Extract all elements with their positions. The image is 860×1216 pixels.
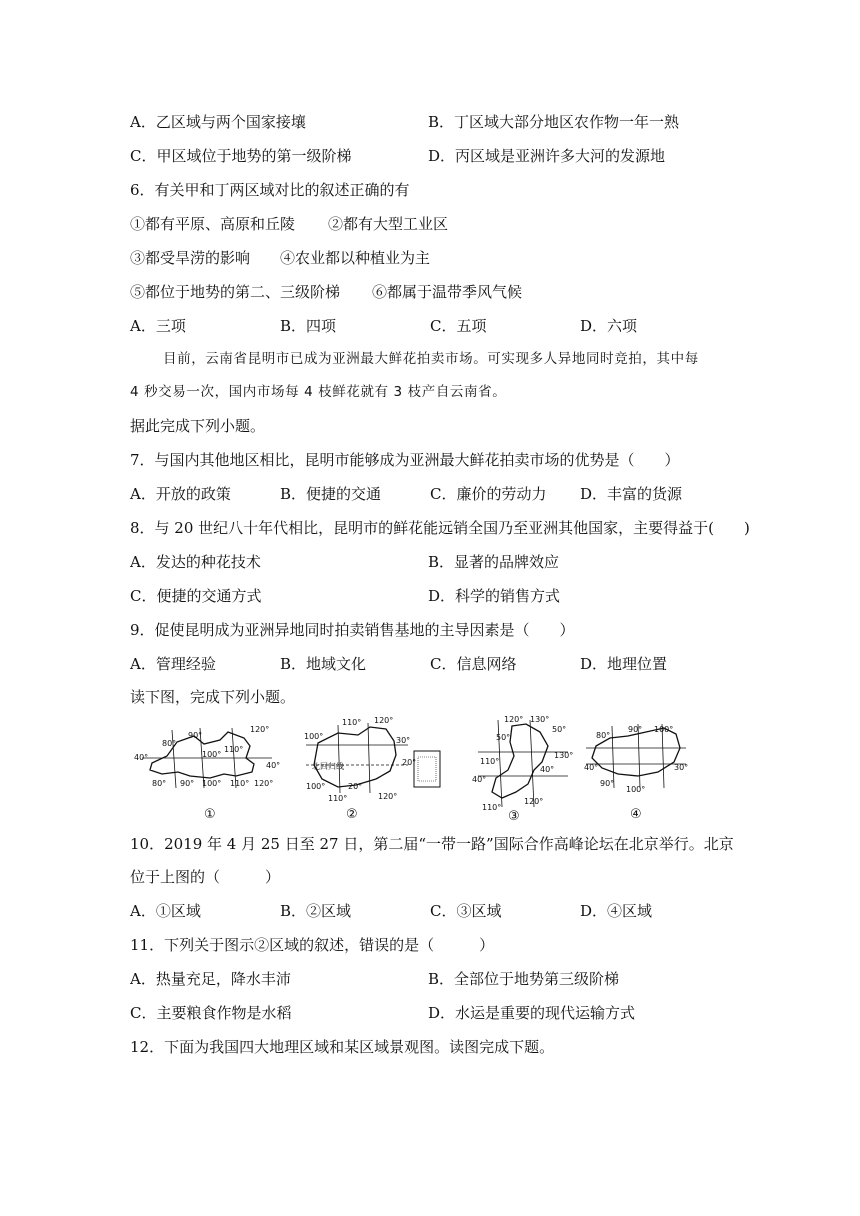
map-region-1	[132, 718, 282, 823]
m3-lbl-2: 50°	[496, 733, 511, 742]
figure-intro: 读下图，完成下列小题。	[130, 688, 296, 706]
m1-lbl-5: 110°	[224, 745, 244, 754]
m3-lbl-7: 40°	[540, 765, 555, 774]
q11-option-a: A．热量充足，降水丰沛	[130, 970, 291, 988]
q6-stem: 6．有关甲和丁两区域对比的叙述正确的有	[130, 181, 410, 199]
q10-option-d: D．④区域	[580, 902, 653, 920]
q11-option-d: D．水运是重要的现代运输方式	[428, 1004, 636, 1022]
m3-lbl-9: 120°	[524, 797, 544, 806]
map-label-3: ③	[508, 809, 520, 824]
m2-lbl-7: 110°	[328, 794, 348, 803]
q6-option-c: C．五项	[430, 317, 487, 335]
m4-lbl-5: 90°	[600, 779, 615, 788]
q5-option-d: D．丙区域是亚洲许多大河的发源地	[428, 147, 666, 165]
m2-lbl-4: 北回归线	[312, 762, 344, 771]
q9-option-c: C．信息网络	[430, 655, 517, 673]
q6-option-b: B．四项	[280, 317, 337, 335]
q8-stem: 8．与 20 世纪八十年代相比，昆明市的鲜花能远销全国乃至亚洲其他国家，主要得益于( )	[130, 519, 750, 537]
q7-stem: 7．与国内其他地区相比，昆明市能够成为亚洲最大鲜花拍卖市场的优势是（ ）	[130, 451, 680, 469]
q10-stem-line-2: 位于上图的（ ）	[130, 868, 281, 886]
map-region-2	[298, 715, 458, 823]
m2-lbl-3: 30°	[396, 736, 411, 745]
m2-lbl-8: 20°	[348, 782, 363, 791]
q9-stem: 9．促使昆明成为亚洲异地同时拍卖销售基地的主导因素是（ ）	[130, 621, 575, 639]
q7-option-c: C．廉价的劳动力	[430, 485, 547, 503]
q9-option-a: A．管理经验	[130, 655, 216, 673]
m3-lbl-4: 110°	[480, 757, 500, 766]
q8-option-a: A．发达的种花技术	[130, 553, 261, 571]
m2-lbl-2: 100°	[304, 732, 324, 741]
m3-lbl-3: 50°	[552, 725, 567, 734]
map-label-4: ④	[630, 807, 642, 822]
q5-option-b: B．丁区域大部分地区农作物一年一熟	[428, 113, 680, 131]
q6-option-a: A．三项	[130, 317, 186, 335]
q5-option-a: A．乙区域与两个国家接壤	[130, 113, 306, 131]
m3-lbl-0: 120°	[504, 715, 524, 724]
q10-option-b: B．②区域	[280, 902, 352, 920]
q11-option-b: B．全部位于地势第三级阶梯	[428, 970, 620, 988]
m4-lbl-0: 90°	[628, 725, 643, 734]
m2-lbl-6: 100°	[306, 782, 326, 791]
passage-line-2: 4 秒交易一次，国内市场每 4 枝鲜花就有 3 枝产自云南省。	[130, 384, 507, 400]
q6-item-1: ①都有平原、高原和丘陵	[130, 215, 296, 233]
m4-lbl-1: 100°	[654, 725, 674, 734]
q12-stem: 12．下面为我国四大地理区域和某区域景观图。读图完成下题。	[130, 1038, 555, 1056]
q6-item-2: ②都有大型工业区	[328, 215, 449, 233]
m1-lbl-6: 40°	[266, 761, 281, 770]
q6-item-4: ④农业都以种植业为主	[280, 249, 431, 267]
q6-option-d: D．六项	[580, 317, 638, 335]
q7-option-b: B．便捷的交通	[280, 485, 382, 503]
q11-stem: 11．下列关于图示②区域的叙述，错误的是（ ）	[130, 936, 495, 954]
m1-lbl-2: 80°	[162, 739, 177, 748]
m2-lbl-1: 120°	[374, 716, 394, 725]
m4-lbl-2: 80°	[596, 731, 611, 740]
m3-lbl-6: 40°	[472, 775, 487, 784]
q9-option-d: D．地理位置	[580, 655, 668, 673]
m2-lbl-9: 120°	[378, 792, 398, 801]
m1-lbl-3: 40°	[134, 753, 149, 762]
m1-lbl-0: 120°	[250, 725, 270, 734]
q9-option-b: B．地域文化	[280, 655, 367, 673]
m1-lbl-4: 100°	[202, 750, 222, 759]
q8-option-b: B．显著的品牌效应	[428, 553, 560, 571]
m3-lbl-5: 130°	[554, 751, 574, 760]
m3-lbl-8: 110°	[482, 803, 502, 812]
q5-option-c: C．甲区域位于地势的第一级阶梯	[130, 147, 352, 165]
m3-lbl-1: 130°	[530, 715, 550, 724]
q6-item-3: ③都受旱涝的影响	[130, 249, 251, 267]
m1-lbl-1: 90°	[188, 731, 203, 740]
q7-option-d: D．丰富的货源	[580, 485, 683, 503]
m4-lbl-4: 30°	[674, 763, 689, 772]
map-label-1: ①	[204, 807, 216, 822]
map-label-2: ②	[346, 807, 358, 822]
map-region-3	[468, 712, 578, 824]
q6-item-5: ⑤都位于地势的第二、三级阶梯	[130, 283, 341, 301]
q10-option-a: A．①区域	[130, 902, 201, 920]
passage-line-1: 目前，云南省昆明市已成为亚洲最大鲜花拍卖市场。可实现多人异地同时竞拍，其中每	[163, 351, 699, 367]
map-region-4	[582, 718, 692, 823]
m1-lbl-8: 90°	[180, 779, 195, 788]
m4-lbl-6: 100°	[626, 785, 646, 794]
m1-lbl-7: 80°	[152, 779, 167, 788]
m4-lbl-3: 40°	[584, 763, 599, 772]
q6-item-6: ⑥都属于温带季风气候	[372, 283, 523, 301]
q8-option-d: D．科学的销售方式	[428, 587, 561, 605]
m1-lbl-11: 120°	[254, 779, 274, 788]
m1-lbl-10: 110°	[230, 779, 250, 788]
passage-instruction: 据此完成下列小题。	[130, 417, 266, 435]
q10-stem-line-1: 10．2019 年 4 月 25 日至 27 日，第二届“一带一路”国际合作高峰论坛在北京举行。北京	[130, 835, 734, 853]
q7-option-a: A．开放的政策	[130, 485, 231, 503]
m1-lbl-9: 100°	[202, 779, 222, 788]
q11-option-c: C．主要粮食作物是水稻	[130, 1004, 292, 1022]
q8-option-c: C．便捷的交通方式	[130, 587, 262, 605]
q10-option-c: C．③区域	[430, 902, 502, 920]
m2-lbl-5: 20°	[402, 758, 417, 767]
m2-lbl-0: 110°	[342, 718, 362, 727]
